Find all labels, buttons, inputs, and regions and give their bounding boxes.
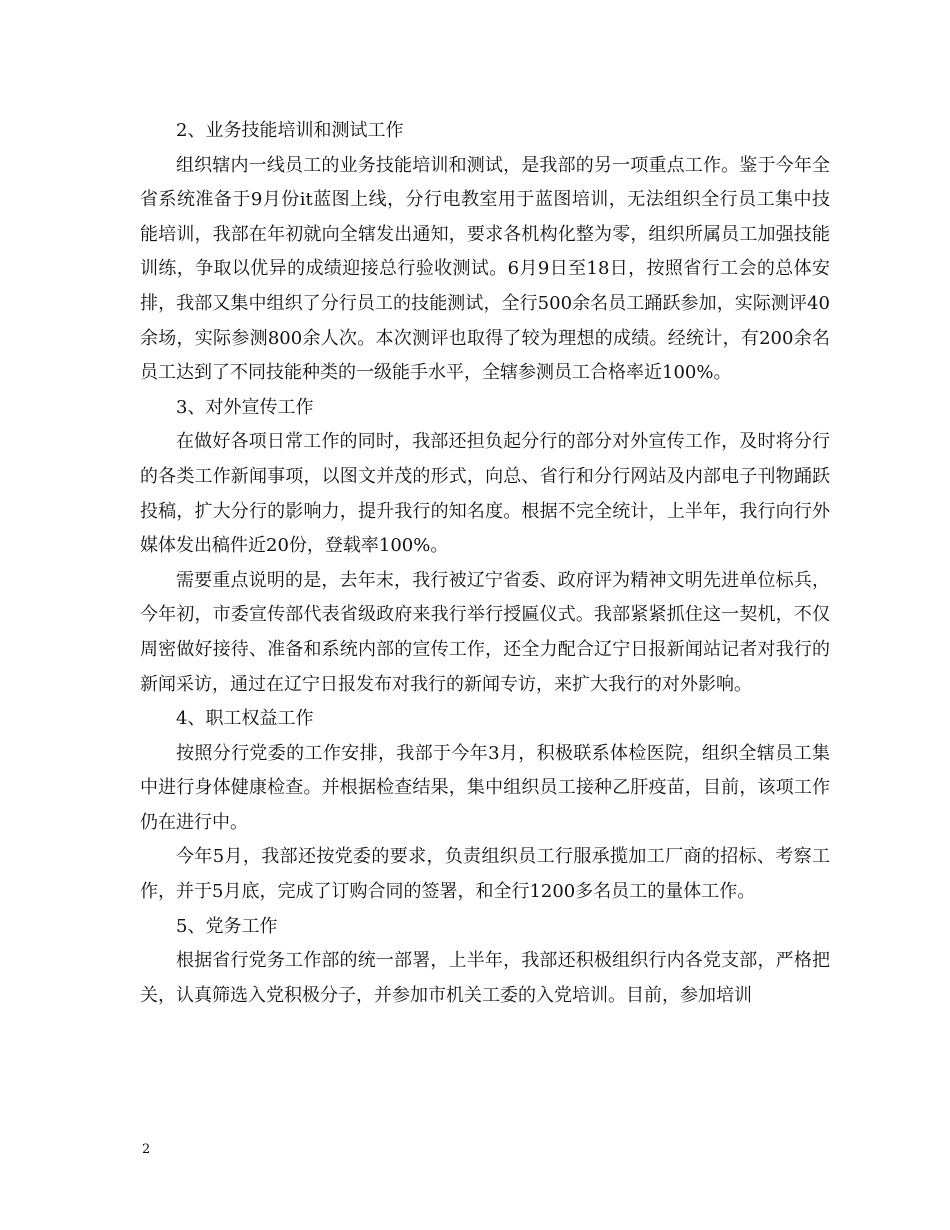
paragraph-uniform-procurement: 今年5月，我部还按党委的要求，负责组织员工行服承揽加工厂商的招标、考察工作，并于5月底，完成了订购合同的签署，和全行1200多名员工的量体工作。 [140, 846, 830, 903]
section-heading-party-work: 5、党务工作 [176, 915, 278, 937]
section-heading-employee-rights: 4、职工权益工作 [176, 708, 314, 730]
paragraph-award-ceremony: 需要重点说明的是，去年末，我行被辽宁省委、政府评为精神文明先进单位标兵，今年初，市委宣传部代表省级政府来我行举行授匾仪式。我部紧紧抓住这一契机，不仅周密做好接待、准备和系统内部的宣传工作，还全力配合辽宁日报新闻站记者对我行的新闻采访，通过在辽宁日报发布对我行的新闻专访，来扩大我行的对外影响。 [140, 569, 830, 695]
paragraph-external-publicity: 在做好各项日常工作的同时，我部还担负起分行的部分对外宣传工作，及时将分行的各类工作新闻事项，以图文并茂的形式，向总、省行和分行网站及内部电子刊物踊跃投稿，扩大分行的影响力，提升我行的知名度。根据不完全统计，上半年，我行向行外媒体发出稿件近20份，登载率100%。 [140, 431, 830, 557]
document-body [140, 114, 830, 1013]
page-number: 2 [142, 1142, 151, 1157]
section-heading-external-publicity: 3、对外宣传工作 [176, 396, 314, 418]
section-heading-skills-training: 2、业务技能培训和测试工作 [176, 120, 404, 141]
paragraph-health-check: 按照分行党委的工作安排，我部于今年3月，积极联系体检医院，组织全辖员工集中进行身体健康检查。并根据检查结果，集中组织员工接种乙肝疫苗，目前，该项工作仍在进行中。 [140, 742, 830, 833]
paragraph-party-work: 根据省行党务工作部的统一部署，上半年，我部还积极组织行内各党支部，严格把关，认真筛选入党积极分子，并参加市机关工委的入党培训。目前，参加培训 [140, 950, 830, 1006]
paragraph-skills-training: 组织辖内一线员工的业务技能培训和测试，是我部的另一项重点工作。鉴于今年全省系统准备于9月份it蓝图上线，分行电教室用于蓝图培训，无法组织全行员工集中技能培训，我部在年初就向全辖发出通知，要求各机构化整为零，组织所属员工加强技能训练，争取以优异的成绩迎接总行验收测试。6月9日至18日，按照省行工会的总体安排，我部又集中组织了分行员工的技能测试，全行500余名员工踊跃参加，实际测评40余场，实际参测800余人次。本次测评也取得了较为理想的成绩。经统计，有200余名员工达到了不同技能种类的一级能手水平，全辖参测员工合格率近100%。 [140, 154, 830, 384]
